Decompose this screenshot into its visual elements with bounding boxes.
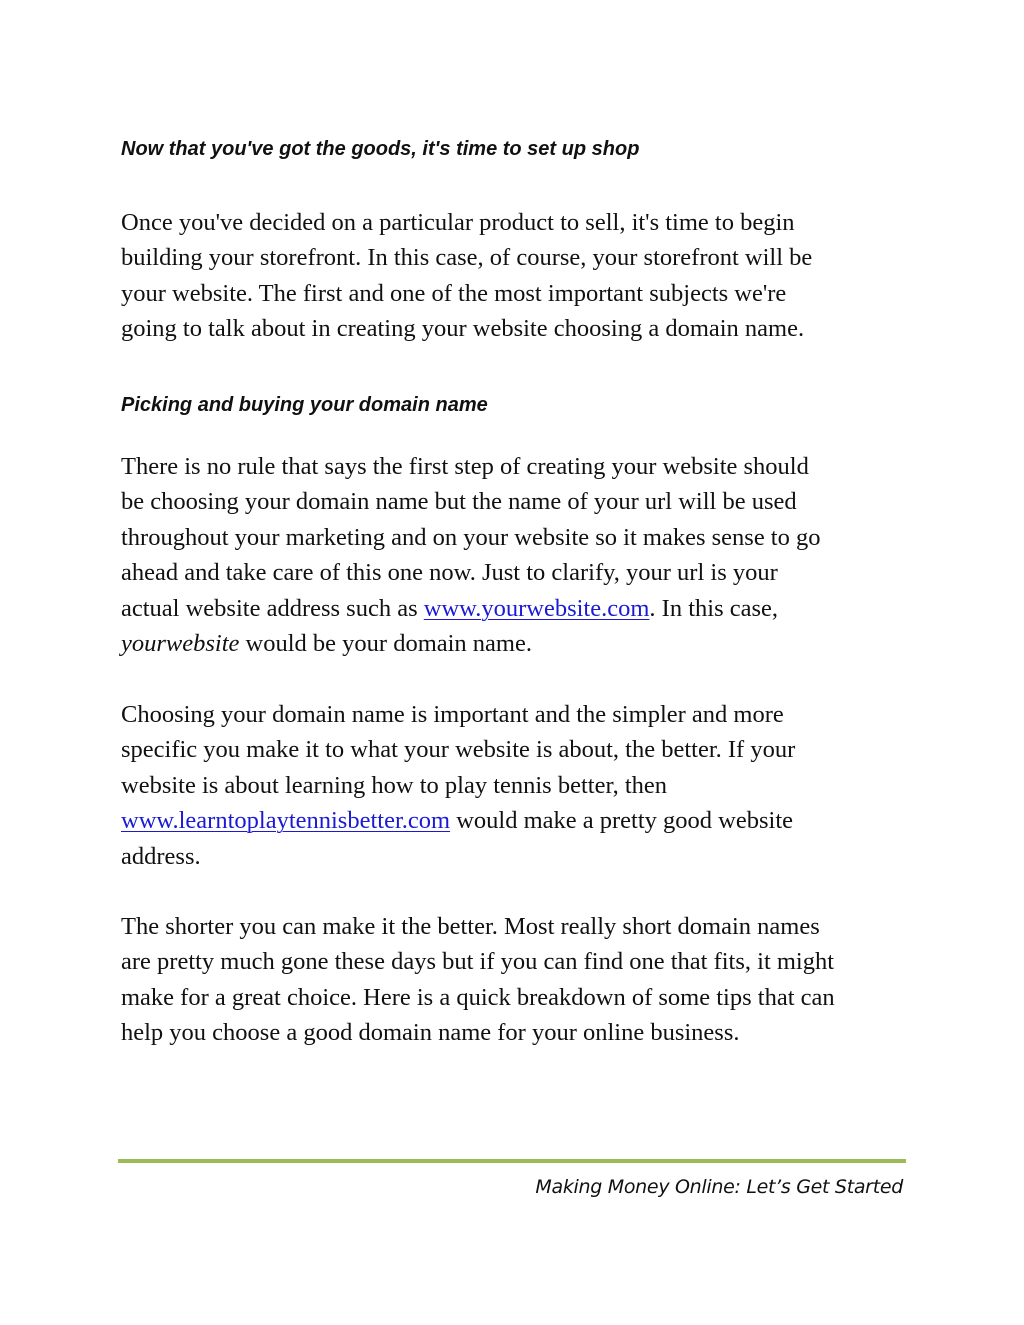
text-line <box>121 803 921 838</box>
section-heading-set-up-shop: Now that you've got the goods, it's time to set up shop <box>121 138 640 160</box>
text-line: Once you've decided on a particular product to sell, it's time to begin <box>121 209 795 236</box>
text-line: building your storefront. In this case, of course, your storefront will be <box>121 244 813 272</box>
text-line <box>121 591 921 626</box>
text-line: There is no rule that says the first step of creating your website should <box>121 453 809 480</box>
section-heading-domain-name: Picking and buying your domain name <box>121 394 488 416</box>
text-line: make for a great choice. Here is a quick breakdown of some tips that can <box>121 983 835 1011</box>
paragraph-shorter-better <box>121 909 921 1051</box>
footer-title: Making Money Online: Let’s Get Started <box>535 1176 903 1198</box>
yourwebsite-link[interactable]: www.yourwebsite.com <box>423 594 650 622</box>
paragraph-choosing-domain <box>121 697 921 874</box>
text-line: ahead and take care of this one now. Just to clarify, your url is your <box>121 559 778 587</box>
text-fragment: actual website address such as <box>121 594 424 622</box>
text-line: going to talk about in creating your website choosing a domain name. <box>121 315 805 343</box>
text-line: throughout your marketing and on your website so it makes sense to go <box>121 523 821 551</box>
text-fragment: would make a pretty good website <box>450 807 793 835</box>
paragraph-domain-rule <box>121 449 921 661</box>
text-line: Choosing your domain name is important and the simpler and more <box>121 701 784 728</box>
text-line: specific you make it to what your website is about, the better. If your <box>121 736 796 764</box>
emphasized-term: yourwebsite <box>121 630 240 658</box>
learntoplaytennisbetter-link[interactable]: www.learntoplaytennisbetter.com <box>121 807 451 835</box>
text-fragment: would be your domain name. <box>239 630 532 658</box>
text-line: help you choose a good domain name for your online business. <box>121 1019 740 1047</box>
text-line: website is about learning how to play tennis better, then <box>121 771 668 799</box>
text-fragment: . In this case, <box>649 594 779 622</box>
text-line: are pretty much gone these days but if you can find one that fits, it might <box>121 948 835 976</box>
text-line: address. <box>121 842 201 870</box>
text-line: The shorter you can make it the better. Most really short domain names <box>121 913 820 940</box>
text-line: be choosing your domain name but the name of your url will be used <box>121 488 797 516</box>
text-line: your website. The first and one of the most important subjects we're <box>121 279 787 307</box>
footer-divider <box>118 1159 906 1163</box>
text-line <box>121 626 921 661</box>
paragraph-storefront <box>121 205 921 347</box>
